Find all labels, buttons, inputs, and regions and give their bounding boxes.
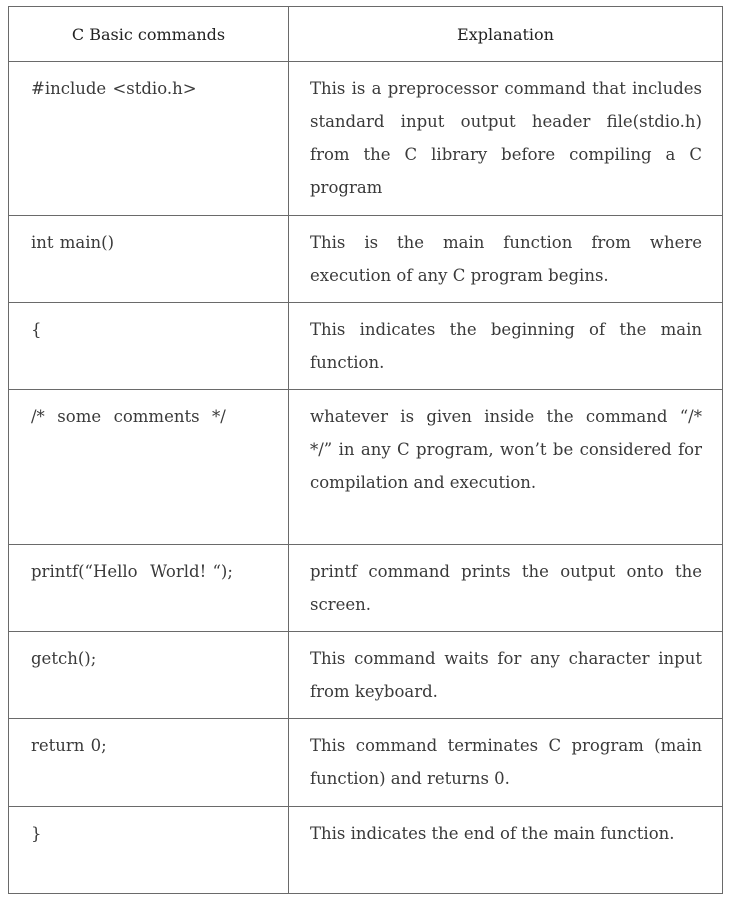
header-explanation: Explanation bbox=[289, 7, 723, 62]
header-commands: C Basic commands bbox=[9, 7, 289, 62]
table-row bbox=[9, 545, 723, 632]
command-cell: int main() bbox=[9, 216, 289, 303]
command-cell: } bbox=[9, 807, 289, 894]
command-cell: #include <stdio.h> bbox=[9, 62, 289, 216]
table-row bbox=[9, 303, 723, 390]
table-row bbox=[9, 216, 723, 303]
explanation-cell: printf command prints the output onto the screen. bbox=[289, 545, 723, 632]
table-row bbox=[9, 390, 723, 545]
header-row bbox=[9, 7, 723, 62]
command-cell: return 0; bbox=[9, 719, 289, 807]
explanation-cell: This command terminates C program (main function) and returns 0. bbox=[289, 719, 723, 807]
table-row bbox=[9, 807, 723, 894]
table-row bbox=[9, 62, 723, 216]
table-row bbox=[9, 632, 723, 719]
explanation-cell: This command waits for any character input from keyboard. bbox=[289, 632, 723, 719]
command-cell: { bbox=[9, 303, 289, 390]
c-commands-table bbox=[8, 6, 723, 894]
explanation-cell: This is a preprocessor command that includes standard input output header file(stdio.h) from the C library before compiling a C program bbox=[289, 62, 723, 216]
explanation-cell: This indicates the beginning of the main function. bbox=[289, 303, 723, 390]
command-cell: printf(“Hello World! “); bbox=[9, 545, 289, 632]
command-cell: /* some comments */ bbox=[9, 390, 289, 545]
explanation-cell: This is the main function from where execution of any C program begins. bbox=[289, 216, 723, 303]
explanation-cell: This indicates the end of the main function. bbox=[289, 807, 723, 894]
command-cell: getch(); bbox=[9, 632, 289, 719]
table-row bbox=[9, 719, 723, 807]
explanation-cell: whatever is given inside the command “/* */” in any C program, won’t be considered for compilation and execution. bbox=[289, 390, 723, 545]
